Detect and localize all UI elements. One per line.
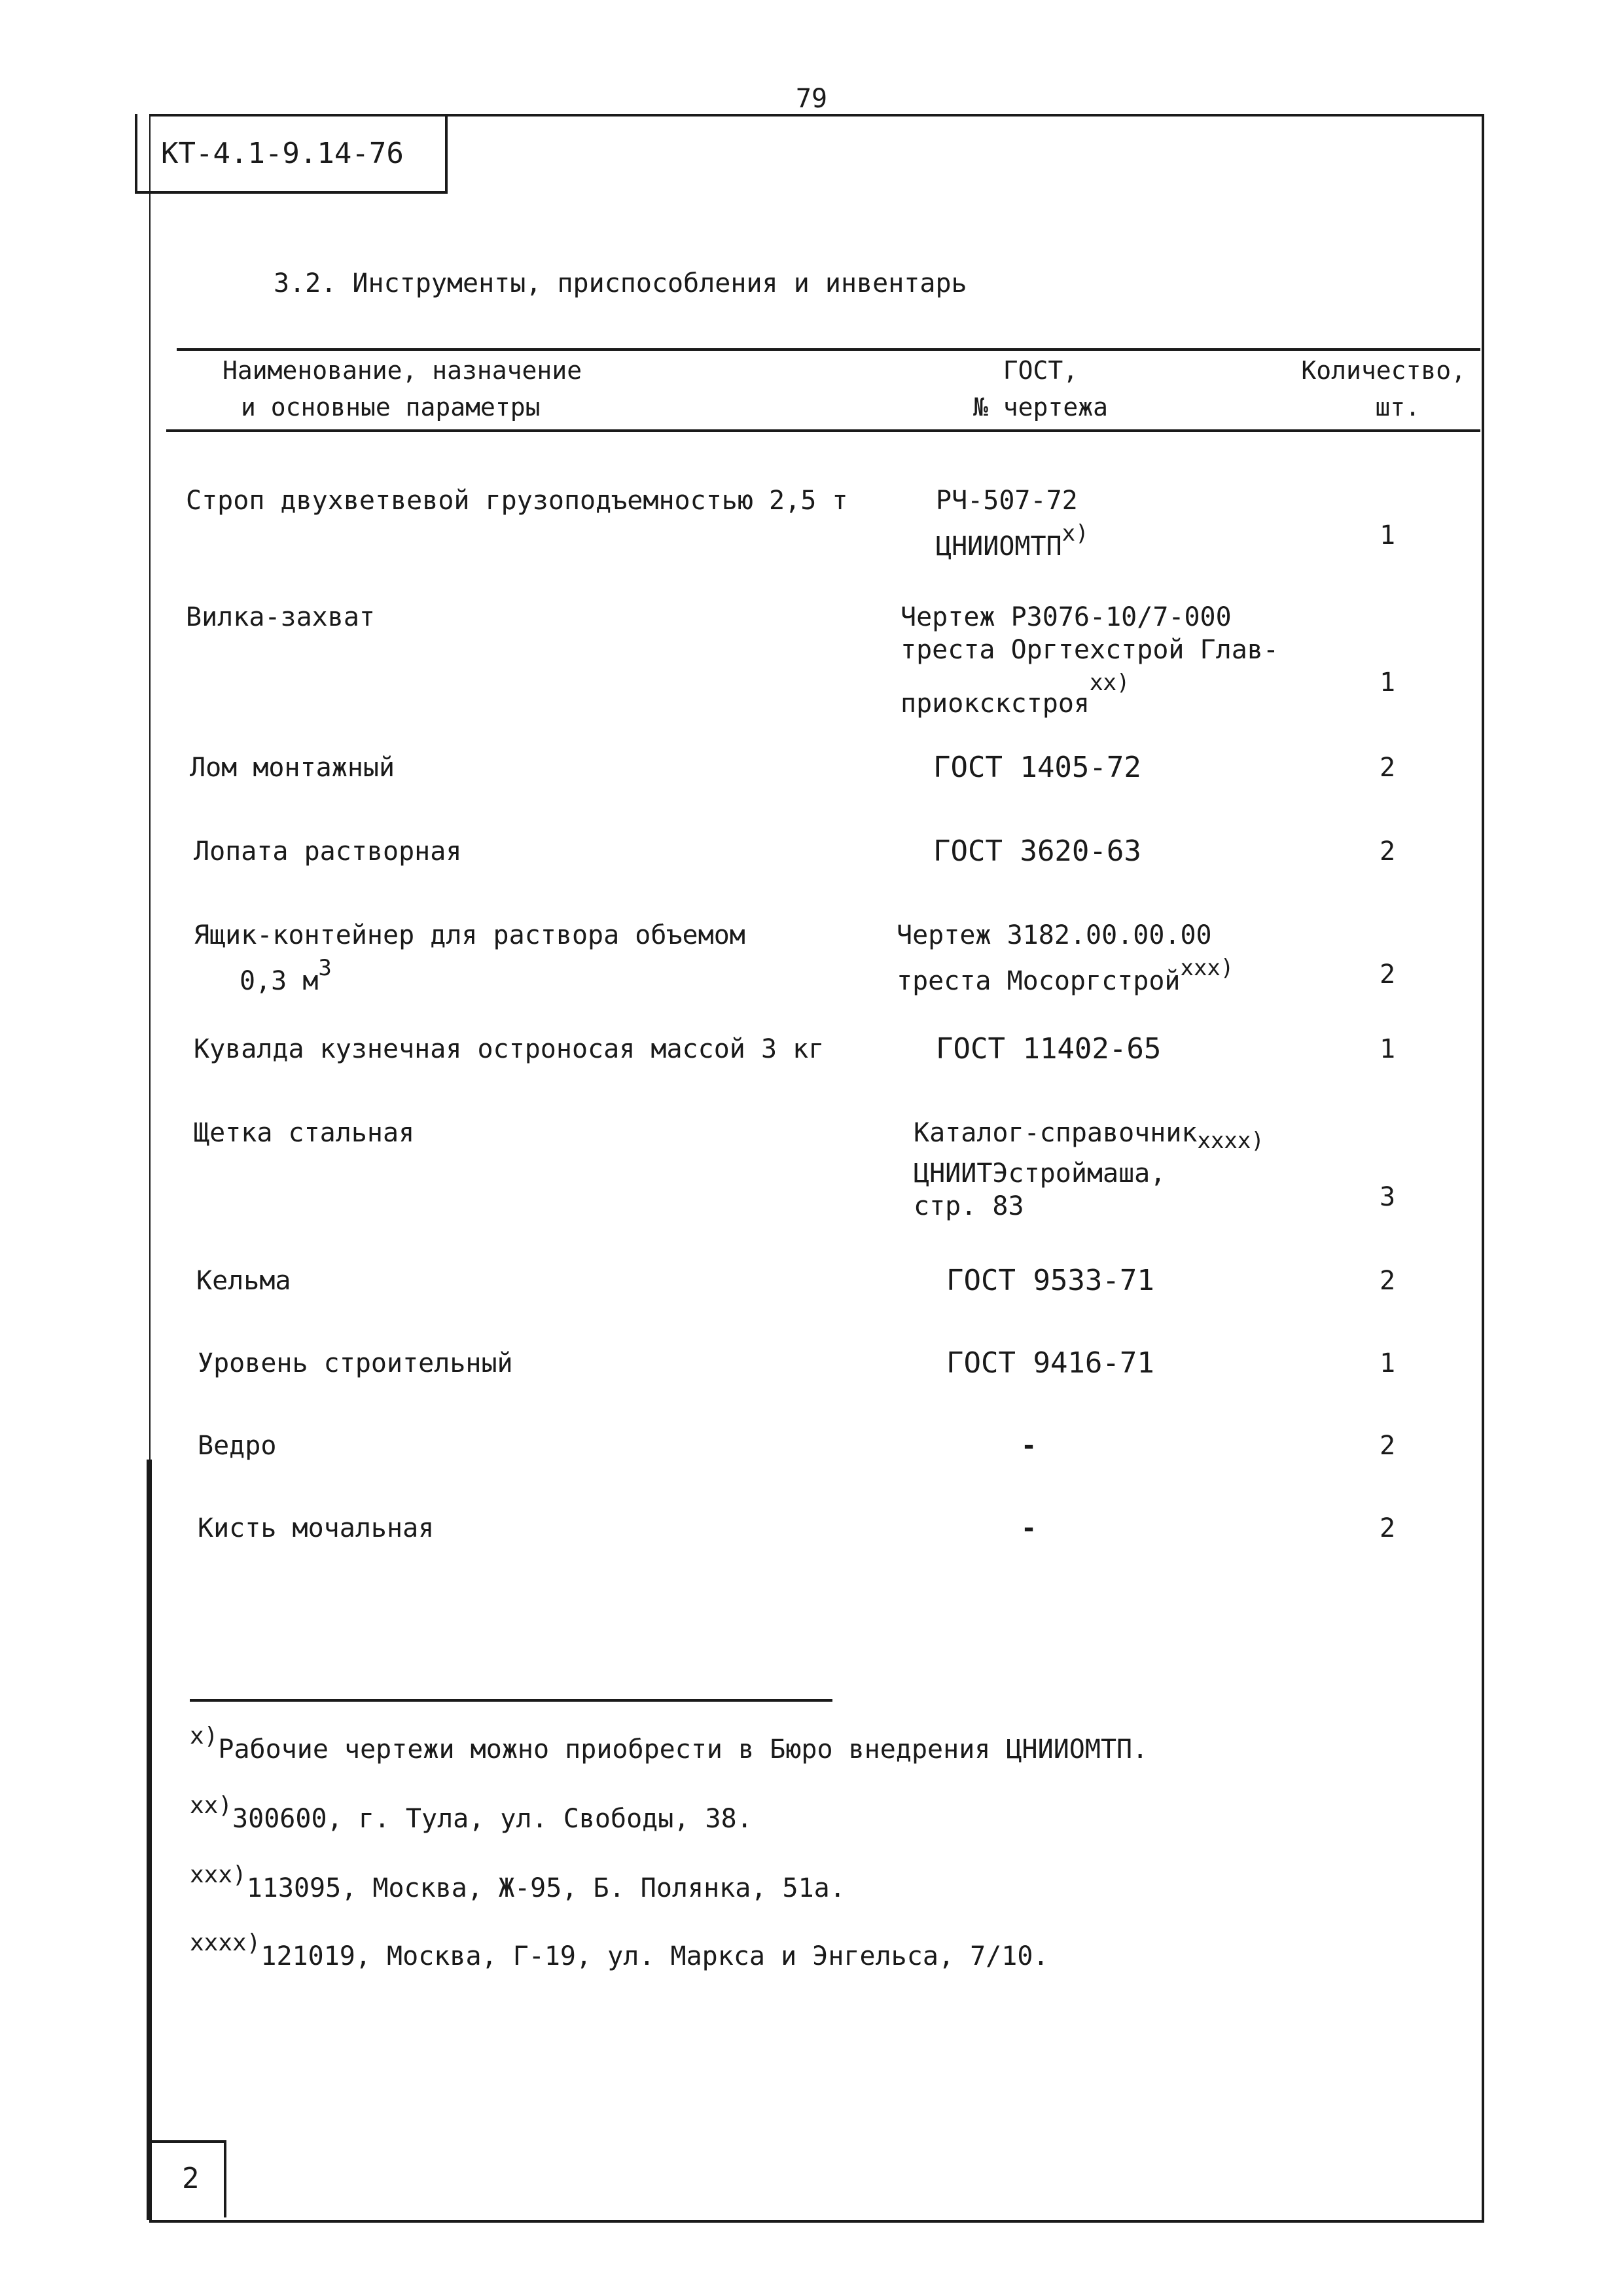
section-title: 3.2. Инструменты, приспособления и инвентарь <box>274 268 967 298</box>
footnote-1-mark: x) <box>190 1723 219 1749</box>
row-2-footnote-mark: xx) <box>1089 670 1130 696</box>
header-name <box>223 352 582 425</box>
row-9-gost: ГОСТ 9416-71 <box>946 1346 1154 1380</box>
row-1-footnote-mark: x) <box>1061 520 1089 547</box>
row-7-qty: 3 <box>1379 1182 1396 1212</box>
row-5-name-line1: Ящик-контейнер для раствора объемом <box>194 920 745 950</box>
header-gost-line2: № чертежа <box>973 393 1108 422</box>
row-2-gost <box>901 601 1279 720</box>
row-2-gost-line1: Чертеж Р3076-10/7-000 <box>901 602 1232 632</box>
footnote-2-text: 300600, г. Тула, ул. Свободы, 38. <box>232 1804 753 1834</box>
header-gost <box>942 352 1139 425</box>
row-5-name-sup: 3 <box>318 955 332 981</box>
footnote-3-text: 113095, Москва, Ж-95, Б. Полянка, 51а. <box>246 1873 846 1903</box>
header-name-line2: и основные параметры <box>241 393 541 422</box>
row-1-name: Строп двухветвевой грузоподъемностью 2,5 т <box>186 486 848 516</box>
corner-number: 2 <box>182 2162 200 2195</box>
row-1-qty: 1 <box>1379 520 1396 550</box>
row-5-gost <box>897 919 1234 997</box>
row-3-name: Лом монтажный <box>190 753 395 783</box>
row-7-gost <box>914 1117 1264 1223</box>
row-5-qty: 2 <box>1379 960 1396 990</box>
row-7-gost-line2: ЦНИИТЭстроймаша, <box>914 1158 1166 1189</box>
footnote-2-mark: xx) <box>190 1792 233 1819</box>
footnote-3 <box>190 1861 846 1903</box>
doc-code-box <box>135 114 448 194</box>
footnote-4-mark: xxxx) <box>190 1929 261 1956</box>
row-9-qty: 1 <box>1379 1348 1396 1378</box>
row-4-qty: 2 <box>1379 836 1396 867</box>
header-gost-line1: ГОСТ, <box>1003 356 1079 385</box>
row-7-gost-line3: стр. 83 <box>914 1191 1024 1221</box>
row-2-gost-line3-wrap <box>901 666 1279 720</box>
footnote-1-text: Рабочие чертежи можно приобрести в Бюро внедрения ЦНИИОМТП. <box>218 1734 1149 1765</box>
row-5-name <box>194 919 745 997</box>
row-5-name-line2: 0,3 м <box>240 966 319 996</box>
row-5-footnote-mark: xxx) <box>1180 955 1234 981</box>
row-4-gost: ГОСТ 3620-63 <box>933 834 1141 868</box>
corner-number-box <box>149 2140 226 2217</box>
row-7-name: Щетка стальная <box>194 1118 415 1148</box>
row-2-gost-line2: треста Оргтехстрой Глав- <box>901 635 1279 665</box>
row-10-gost: - <box>1021 1431 1037 1461</box>
footnote-4 <box>190 1929 1049 1971</box>
row-4-name: Лопата растворная <box>194 836 462 867</box>
row-1-gost <box>936 484 1089 563</box>
header-qty-line1: Количество, <box>1301 356 1466 385</box>
row-11-gost: - <box>1021 1513 1037 1543</box>
row-8-qty: 2 <box>1379 1266 1396 1296</box>
row-11-qty: 2 <box>1379 1513 1396 1543</box>
footnote-rule <box>190 1699 832 1702</box>
header-qty-line2: шт. <box>1375 393 1420 422</box>
row-10-qty: 2 <box>1379 1431 1396 1461</box>
row-3-gost: ГОСТ 1405-72 <box>933 751 1141 784</box>
row-6-name: Кувалда кузнечная остроносая массой 3 кг <box>194 1034 825 1064</box>
row-7-footnote-mark: xxxx) <box>1197 1128 1264 1154</box>
row-7-gost-line1-wrap <box>914 1117 1264 1157</box>
footnote-3-mark: xxx) <box>190 1861 247 1888</box>
row-1-gost-line2: ЦНИИОМТП <box>936 531 1062 562</box>
row-7-gost-line1: Каталог-справочник <box>914 1118 1198 1148</box>
footnote-2 <box>190 1792 753 1834</box>
footnote-4-text: 121019, Москва, Г-19, ул. Маркса и Энгельса, 7/10. <box>260 1941 1049 1971</box>
header-name-line1: Наименование, назначение <box>223 356 582 385</box>
row-10-name: Ведро <box>198 1431 277 1461</box>
row-6-gost: ГОСТ 11402-65 <box>936 1032 1162 1066</box>
header-qty <box>1270 352 1466 425</box>
table-top-rule <box>177 348 1480 351</box>
row-2-name: Вилка-захват <box>186 602 375 632</box>
row-8-name: Кельма <box>196 1266 291 1296</box>
frame-left-thick-edge <box>147 1460 152 2220</box>
page-number: 79 <box>795 84 828 114</box>
doc-code: КТ-4.1-9.14-76 <box>161 137 404 170</box>
table-header-rule <box>166 429 1480 432</box>
row-5-gost-line2: треста Мосоргстрой <box>897 966 1181 996</box>
row-1-gost-line1: РЧ-507-72 <box>936 486 1078 516</box>
row-9-name: Уровень строительный <box>198 1348 513 1378</box>
row-2-qty: 1 <box>1379 668 1396 698</box>
row-6-qty: 1 <box>1379 1034 1396 1064</box>
row-3-qty: 2 <box>1379 753 1396 783</box>
row-5-gost-line2-wrap <box>897 952 1234 997</box>
row-11-name: Кисть мочальная <box>198 1513 435 1543</box>
row-1-gost-line2-wrap <box>936 517 1089 563</box>
row-5-name-line2-wrap <box>194 952 745 997</box>
row-5-gost-line1: Чертеж 3182.00.00.00 <box>897 920 1212 950</box>
row-2-gost-line3: приокскстроя <box>901 689 1090 719</box>
footnote-1 <box>190 1723 1149 1765</box>
row-8-gost: ГОСТ 9533-71 <box>946 1264 1154 1297</box>
